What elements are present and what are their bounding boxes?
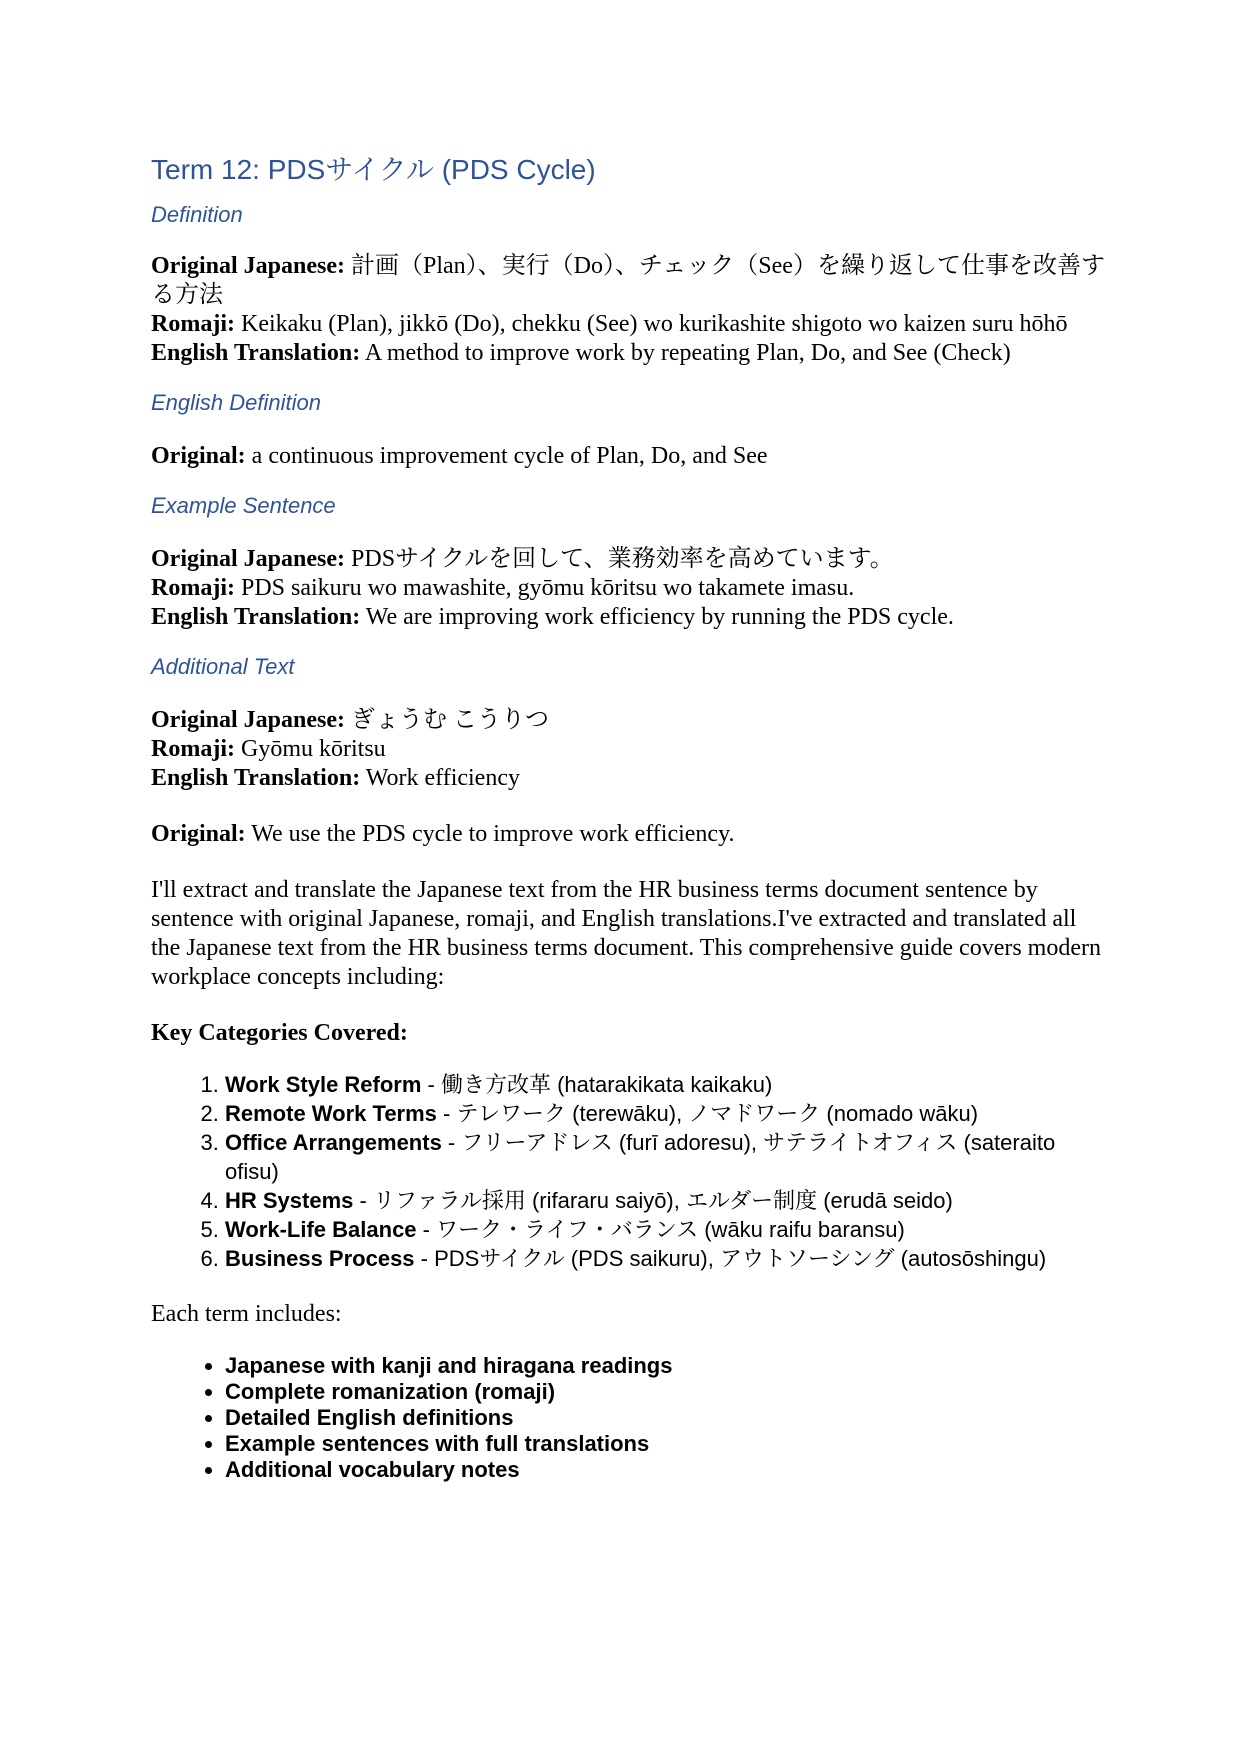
definition-japanese-label: Original Japanese: (151, 253, 346, 279)
category-name: Remote Work Terms (225, 1101, 437, 1126)
additional-romaji-label: Romaji: (151, 736, 235, 762)
includes-intro: Each term includes: (151, 1301, 342, 1327)
additional-original: We use the PDS cycle to improve work efficiency. (251, 821, 735, 847)
document-page (151, 148, 1111, 1483)
definition-block (151, 252, 1111, 368)
list-item (225, 1244, 1111, 1273)
example-japanese-label: Original Japanese: (151, 546, 346, 572)
definition-romaji: Keikaku (Plan), jikkō (Do), chekku (See) wo kurikashite shigoto wo kaizen suru hōhō (240, 311, 1068, 337)
definition-english-label: English Translation: (151, 340, 361, 366)
list-item: • Additional vocabulary notes (225, 1457, 1111, 1483)
additional-english-label: English Translation: (151, 765, 361, 791)
list-item (225, 1186, 1111, 1215)
additional-heading: Additional Text (151, 654, 295, 679)
list-item: • Example sentences with full translations (225, 1431, 1111, 1457)
includes-list (151, 1353, 1111, 1483)
summary-paragraph: I'll extract and translate the Japanese text from the HR business terms document sentence by sentence with original Japanese, romaji, and English translations.I've extracted and translated all the Japanese text from the HR business terms document. This comprehensive guide covers modern workplace concepts including: (151, 877, 1101, 990)
definition-english: A method to improve work by repeating Plan, Do, and See (Check) (364, 340, 1011, 366)
english-definition-heading: English Definition (151, 390, 321, 415)
example-block (151, 545, 1111, 632)
category-detail: - ワーク・ライフ・バランス (wāku raifu baransu) (416, 1217, 905, 1242)
page-title: Term 12: PDSサイクル (PDS Cycle) (151, 154, 596, 185)
list-item (225, 1099, 1111, 1128)
category-detail: - テレワーク (terewāku), ノマドワーク (nomado wāku) (436, 1101, 979, 1126)
additional-japanese: ぎょうむ こうりつ (351, 707, 550, 733)
english-definition-original: a continuous improvement cycle of Plan, Do, and See (251, 443, 768, 469)
category-name: Work Style Reform (225, 1072, 422, 1097)
example-romaji: PDS saikuru wo mawashite, gyōmu kōritsu wo takamete imasu. (240, 575, 855, 601)
example-romaji-label: Romaji: (151, 575, 235, 601)
definition-heading: Definition (151, 202, 243, 227)
list-item (225, 1215, 1111, 1244)
additional-original-label: Original: (151, 821, 246, 847)
english-definition-block (151, 442, 1111, 471)
category-name: Work-Life Balance (225, 1217, 417, 1242)
additional-romaji: Gyōmu kōritsu (240, 736, 386, 762)
definition-japanese: 計画（Plan）、実行（Do）、チェック（See）を繰り返して仕事を改善する方法 (151, 253, 1105, 308)
list-item: • Japanese with kanji and hiragana readings (225, 1353, 1111, 1379)
english-definition-original-label: Original: (151, 443, 246, 469)
additional-english: Work efficiency (365, 765, 520, 791)
category-name: Business Process (225, 1246, 415, 1271)
list-item (225, 1128, 1111, 1186)
category-detail: - リファラル採用 (rifararu saiyō), エルダー制度 (erudā seido) (353, 1188, 953, 1213)
example-english-label: English Translation: (151, 604, 361, 630)
additional-japanese-label: Original Japanese: (151, 707, 346, 733)
category-name: HR Systems (225, 1188, 354, 1213)
definition-romaji-label: Romaji: (151, 311, 235, 337)
example-heading: Example Sentence (151, 493, 336, 518)
example-japanese: PDSサイクルを回して、業務効率を高めています。 (351, 546, 894, 572)
additional-original-block (151, 820, 1111, 849)
categories-heading: Key Categories Covered: (151, 1020, 408, 1046)
category-name: Office Arrangements (225, 1130, 442, 1155)
list-item (225, 1070, 1111, 1099)
categories-list (151, 1070, 1111, 1273)
category-detail: - 働き方改革 (hatarakikata kaikaku) (421, 1072, 773, 1097)
category-detail: - フリーアドレス (furī adoresu), サテライトオフィス (sateraito ofisu) (225, 1130, 1056, 1184)
additional-block (151, 706, 1111, 793)
category-detail: - PDSサイクル (PDS saikuru), アウトソーシング (autosōshingu) (414, 1246, 1047, 1271)
list-item: • Detailed English definitions (225, 1405, 1111, 1431)
example-english: We are improving work efficiency by running the PDS cycle. (365, 604, 954, 630)
list-item: • Complete romanization (romaji) (225, 1379, 1111, 1405)
